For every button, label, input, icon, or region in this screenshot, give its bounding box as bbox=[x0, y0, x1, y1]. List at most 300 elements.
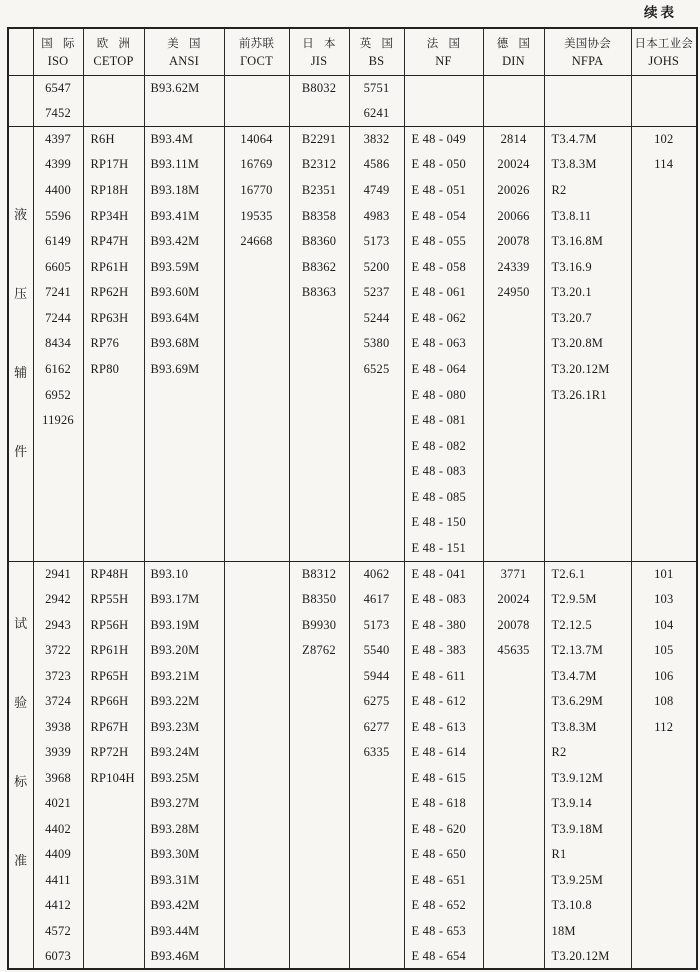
cell bbox=[289, 816, 349, 842]
cell: 4586 bbox=[349, 152, 404, 178]
cell bbox=[289, 485, 349, 511]
cell bbox=[83, 76, 144, 102]
cell bbox=[544, 510, 631, 536]
cell bbox=[349, 867, 404, 893]
table-row bbox=[8, 944, 697, 970]
cell bbox=[483, 357, 544, 383]
cell bbox=[483, 459, 544, 485]
cell: 108 bbox=[631, 689, 697, 715]
cell: B93.46M bbox=[144, 944, 224, 970]
table-row bbox=[8, 842, 697, 868]
table-row bbox=[8, 663, 697, 689]
cell: 6149 bbox=[33, 229, 83, 255]
column-header-zh: 法 国 bbox=[426, 38, 461, 50]
cell bbox=[631, 306, 697, 332]
cell bbox=[83, 536, 144, 562]
cell: 3722 bbox=[33, 638, 83, 664]
cell bbox=[483, 816, 544, 842]
table-row bbox=[8, 178, 697, 204]
cell bbox=[289, 536, 349, 562]
cell: B93.20M bbox=[144, 638, 224, 664]
cell bbox=[631, 357, 697, 383]
cell: E 48 - 611 bbox=[404, 663, 483, 689]
cell: 20078 bbox=[483, 612, 544, 638]
table-row bbox=[8, 714, 697, 740]
cell: RP18H bbox=[83, 178, 144, 204]
cell: E 48 - 051 bbox=[404, 178, 483, 204]
cell: 6605 bbox=[33, 254, 83, 280]
cell bbox=[33, 459, 83, 485]
table-row bbox=[8, 306, 697, 332]
cell: B93.60M bbox=[144, 280, 224, 306]
cell: E 48 - 055 bbox=[404, 229, 483, 255]
cell bbox=[144, 459, 224, 485]
cell: T3.20.8M bbox=[544, 331, 631, 357]
cell: 4572 bbox=[33, 918, 83, 944]
cell: RP34H bbox=[83, 203, 144, 229]
cell: B93.42M bbox=[144, 893, 224, 919]
cell: T3.20.1 bbox=[544, 280, 631, 306]
table-row bbox=[8, 561, 697, 587]
cell bbox=[544, 76, 631, 102]
cell: B9930 bbox=[289, 612, 349, 638]
cell: 20024 bbox=[483, 587, 544, 613]
cell bbox=[544, 433, 631, 459]
cell bbox=[631, 867, 697, 893]
cell bbox=[144, 510, 224, 536]
section-label-char: 压 bbox=[14, 285, 28, 301]
cell: B93.28M bbox=[144, 816, 224, 842]
cell bbox=[224, 612, 289, 638]
cell: T3.20.12M bbox=[544, 944, 631, 970]
cell bbox=[483, 433, 544, 459]
cell bbox=[83, 816, 144, 842]
cell: T3.9.14 bbox=[544, 791, 631, 817]
cell bbox=[349, 791, 404, 817]
cell bbox=[224, 842, 289, 868]
cell bbox=[144, 485, 224, 511]
cell: 7452 bbox=[33, 101, 83, 127]
column-header-гост bbox=[224, 28, 289, 76]
cell bbox=[544, 459, 631, 485]
cell bbox=[289, 791, 349, 817]
cell: 3832 bbox=[349, 127, 404, 153]
cell: RP62H bbox=[83, 280, 144, 306]
cell: 3771 bbox=[483, 561, 544, 587]
cell bbox=[83, 918, 144, 944]
cell bbox=[33, 536, 83, 562]
cell: B93.31M bbox=[144, 867, 224, 893]
cell bbox=[349, 944, 404, 970]
cell bbox=[544, 536, 631, 562]
column-header-jis bbox=[289, 28, 349, 76]
cell bbox=[631, 382, 697, 408]
table-row bbox=[8, 612, 697, 638]
cell: 6277 bbox=[349, 714, 404, 740]
column-header-johs bbox=[631, 28, 697, 76]
column-header-nfpa bbox=[544, 28, 631, 76]
cell bbox=[224, 663, 289, 689]
cell: 114 bbox=[631, 152, 697, 178]
cell: E 48 - 613 bbox=[404, 714, 483, 740]
column-header-code: CETOP bbox=[93, 54, 134, 68]
cell: B93.11M bbox=[144, 152, 224, 178]
cell bbox=[289, 510, 349, 536]
cell bbox=[224, 587, 289, 613]
cell: R2 bbox=[544, 178, 631, 204]
cell bbox=[224, 740, 289, 766]
cell: E 48 - 082 bbox=[404, 433, 483, 459]
cell bbox=[289, 382, 349, 408]
cell bbox=[631, 944, 697, 970]
cell bbox=[349, 408, 404, 434]
table-row bbox=[8, 791, 697, 817]
cell: E 48 - 652 bbox=[404, 893, 483, 919]
cell bbox=[224, 254, 289, 280]
cell: E 48 - 150 bbox=[404, 510, 483, 536]
cell bbox=[349, 918, 404, 944]
cell: T3.10.8 bbox=[544, 893, 631, 919]
column-header-zh: 日 本 bbox=[302, 38, 336, 50]
cell bbox=[483, 408, 544, 434]
column-header-code: ANSI bbox=[169, 54, 199, 68]
cell bbox=[289, 893, 349, 919]
cell bbox=[483, 714, 544, 740]
cell bbox=[224, 280, 289, 306]
column-header-zh: 美 国 bbox=[167, 38, 201, 50]
column-header-din bbox=[483, 28, 544, 76]
section-label-char: 准 bbox=[14, 853, 28, 869]
cell: E 48 - 620 bbox=[404, 816, 483, 842]
cell bbox=[33, 485, 83, 511]
cell bbox=[224, 816, 289, 842]
cell bbox=[224, 459, 289, 485]
cell bbox=[289, 306, 349, 332]
cell bbox=[631, 331, 697, 357]
cell: T2.13.7M bbox=[544, 638, 631, 664]
cell: B93.18M bbox=[144, 178, 224, 204]
section-label-char: 试 bbox=[14, 616, 28, 632]
cell: 20078 bbox=[483, 229, 544, 255]
section-label-char: 件 bbox=[14, 443, 28, 459]
column-header-code: BS bbox=[368, 54, 385, 68]
cell: E 48 - 650 bbox=[404, 842, 483, 868]
table-section-0 bbox=[8, 76, 697, 127]
cell bbox=[483, 867, 544, 893]
cell bbox=[289, 101, 349, 127]
table-row bbox=[8, 918, 697, 944]
column-header-code: NFPA bbox=[571, 54, 604, 68]
cell bbox=[224, 765, 289, 791]
cell bbox=[404, 76, 483, 102]
cell: T3.6.29M bbox=[544, 689, 631, 715]
cell bbox=[349, 765, 404, 791]
cell: B93.24M bbox=[144, 740, 224, 766]
table-row bbox=[8, 536, 697, 562]
cell: B8360 bbox=[289, 229, 349, 255]
cell bbox=[289, 433, 349, 459]
cell: RP65H bbox=[83, 663, 144, 689]
cell: 18M bbox=[544, 918, 631, 944]
cell: T3.8.11 bbox=[544, 203, 631, 229]
cell: 6162 bbox=[33, 357, 83, 383]
cell: T3.16.8M bbox=[544, 229, 631, 255]
cell bbox=[349, 842, 404, 868]
cell: 103 bbox=[631, 587, 697, 613]
cell: 105 bbox=[631, 638, 697, 664]
cell: B93.19M bbox=[144, 612, 224, 638]
cell bbox=[483, 382, 544, 408]
cell: RP63H bbox=[83, 306, 144, 332]
cell: 24950 bbox=[483, 280, 544, 306]
cell bbox=[483, 689, 544, 715]
cell bbox=[631, 485, 697, 511]
cell bbox=[483, 944, 544, 970]
cell: 7241 bbox=[33, 280, 83, 306]
cell: 20026 bbox=[483, 178, 544, 204]
table-row bbox=[8, 357, 697, 383]
column-header-ansi bbox=[144, 28, 224, 76]
cell: B93.10 bbox=[144, 561, 224, 587]
section-label bbox=[8, 561, 33, 969]
cell: RP55H bbox=[83, 587, 144, 613]
cell bbox=[483, 101, 544, 127]
cell bbox=[631, 433, 697, 459]
cell: E 48 - 064 bbox=[404, 357, 483, 383]
cell bbox=[144, 101, 224, 127]
cell: RP17H bbox=[83, 152, 144, 178]
cell bbox=[483, 765, 544, 791]
cell bbox=[544, 485, 631, 511]
cell: 4402 bbox=[33, 816, 83, 842]
cell: 6952 bbox=[33, 382, 83, 408]
cell: 6241 bbox=[349, 101, 404, 127]
cell: B8350 bbox=[289, 587, 349, 613]
cell bbox=[224, 536, 289, 562]
cell: 4983 bbox=[349, 203, 404, 229]
cell bbox=[224, 867, 289, 893]
cell: 5200 bbox=[349, 254, 404, 280]
cell: 2942 bbox=[33, 587, 83, 613]
cell: 4409 bbox=[33, 842, 83, 868]
cell: B8312 bbox=[289, 561, 349, 587]
cell: T3.20.7 bbox=[544, 306, 631, 332]
header-row bbox=[8, 28, 697, 76]
table-row bbox=[8, 408, 697, 434]
cell: B2291 bbox=[289, 127, 349, 153]
cell: E 48 - 041 bbox=[404, 561, 483, 587]
cell: B93.27M bbox=[144, 791, 224, 817]
cell: 6073 bbox=[33, 944, 83, 970]
cell: T3.9.25M bbox=[544, 867, 631, 893]
cell: 16770 bbox=[224, 178, 289, 204]
cell: E 48 - 151 bbox=[404, 536, 483, 562]
column-header-zh: 日本工业会 bbox=[634, 38, 693, 50]
cell bbox=[349, 816, 404, 842]
column-header-nf bbox=[404, 28, 483, 76]
table-row bbox=[8, 740, 697, 766]
cell: E 48 - 380 bbox=[404, 612, 483, 638]
cell: RP47H bbox=[83, 229, 144, 255]
cell: 5173 bbox=[349, 612, 404, 638]
cell bbox=[289, 459, 349, 485]
table-row bbox=[8, 101, 697, 127]
cell: 11926 bbox=[33, 408, 83, 434]
cell: 4397 bbox=[33, 127, 83, 153]
cell: 4412 bbox=[33, 893, 83, 919]
cell bbox=[631, 816, 697, 842]
cell: 6525 bbox=[349, 357, 404, 383]
cell bbox=[289, 765, 349, 791]
cell: E 48 - 083 bbox=[404, 587, 483, 613]
column-header-code: ГОСТ bbox=[240, 54, 273, 68]
column-header-zh: 德 国 bbox=[496, 38, 531, 50]
cell: RP80 bbox=[83, 357, 144, 383]
section-label bbox=[8, 127, 33, 562]
cell: T3.26.1R1 bbox=[544, 382, 631, 408]
cell: B93.41M bbox=[144, 203, 224, 229]
cell: T3.16.9 bbox=[544, 254, 631, 280]
cell: 2814 bbox=[483, 127, 544, 153]
cell: B93.69M bbox=[144, 357, 224, 383]
cell bbox=[224, 791, 289, 817]
cell bbox=[224, 918, 289, 944]
cell: 20066 bbox=[483, 203, 544, 229]
cell bbox=[224, 382, 289, 408]
cell: T2.12.5 bbox=[544, 612, 631, 638]
cell: E 48 - 050 bbox=[404, 152, 483, 178]
cell bbox=[631, 280, 697, 306]
cell: E 48 - 063 bbox=[404, 331, 483, 357]
cell bbox=[631, 76, 697, 102]
cell: B93.59M bbox=[144, 254, 224, 280]
cell bbox=[83, 382, 144, 408]
cell bbox=[83, 944, 144, 970]
cell: 20024 bbox=[483, 152, 544, 178]
table-section-1 bbox=[8, 127, 697, 562]
cell: B93.22M bbox=[144, 689, 224, 715]
column-header-code: JOHS bbox=[648, 54, 680, 68]
cell bbox=[224, 893, 289, 919]
cell: 4617 bbox=[349, 587, 404, 613]
cell bbox=[483, 842, 544, 868]
cell: B8363 bbox=[289, 280, 349, 306]
table-row bbox=[8, 893, 697, 919]
cell bbox=[83, 408, 144, 434]
cell: B93.62M bbox=[144, 76, 224, 102]
cell: 19535 bbox=[224, 203, 289, 229]
cell: 112 bbox=[631, 714, 697, 740]
cell bbox=[631, 765, 697, 791]
cell bbox=[631, 229, 697, 255]
section-label-char: 验 bbox=[14, 695, 28, 711]
cell bbox=[483, 331, 544, 357]
cell: 4021 bbox=[33, 791, 83, 817]
section-label-char: 辅 bbox=[14, 364, 28, 380]
cell bbox=[289, 357, 349, 383]
cell: E 48 - 653 bbox=[404, 918, 483, 944]
cell: RP56H bbox=[83, 612, 144, 638]
cell: B93.25M bbox=[144, 765, 224, 791]
cell bbox=[33, 510, 83, 536]
cell: 45635 bbox=[483, 638, 544, 664]
table-row bbox=[8, 203, 697, 229]
cell bbox=[483, 510, 544, 536]
cell bbox=[483, 76, 544, 102]
cell: 4400 bbox=[33, 178, 83, 204]
cell: E 48 - 080 bbox=[404, 382, 483, 408]
cell bbox=[631, 203, 697, 229]
cell bbox=[631, 536, 697, 562]
table-row bbox=[8, 229, 697, 255]
cell: 102 bbox=[631, 127, 697, 153]
cell bbox=[224, 408, 289, 434]
cell: RP61H bbox=[83, 254, 144, 280]
column-header-code: DIN bbox=[502, 54, 525, 68]
cell: E 48 - 081 bbox=[404, 408, 483, 434]
cell bbox=[83, 485, 144, 511]
cell bbox=[483, 740, 544, 766]
cell bbox=[631, 408, 697, 434]
table-row bbox=[8, 254, 697, 280]
corner-cell bbox=[8, 28, 33, 76]
cell bbox=[631, 254, 697, 280]
cell: RP104H bbox=[83, 765, 144, 791]
column-header-bs bbox=[349, 28, 404, 76]
cell: RP72H bbox=[83, 740, 144, 766]
cell: RP61H bbox=[83, 638, 144, 664]
cell: T3.4.7M bbox=[544, 663, 631, 689]
cell bbox=[289, 408, 349, 434]
cell: 4399 bbox=[33, 152, 83, 178]
cell bbox=[224, 76, 289, 102]
cell bbox=[349, 536, 404, 562]
cell: E 48 - 383 bbox=[404, 638, 483, 664]
cell bbox=[144, 536, 224, 562]
table-section-2 bbox=[8, 561, 697, 969]
cell: T3.20.12M bbox=[544, 357, 631, 383]
cell: 8434 bbox=[33, 331, 83, 357]
section-label-text bbox=[9, 613, 33, 869]
cell bbox=[289, 740, 349, 766]
cell: 3938 bbox=[33, 714, 83, 740]
cell bbox=[289, 689, 349, 715]
cell bbox=[224, 638, 289, 664]
table-row bbox=[8, 867, 697, 893]
cell: 6275 bbox=[349, 689, 404, 715]
cell: 16769 bbox=[224, 152, 289, 178]
cell: T2.6.1 bbox=[544, 561, 631, 587]
cell bbox=[83, 433, 144, 459]
table-row bbox=[8, 459, 697, 485]
cell: E 48 - 085 bbox=[404, 485, 483, 511]
cell: B8362 bbox=[289, 254, 349, 280]
cell: 3723 bbox=[33, 663, 83, 689]
cell: E 48 - 061 bbox=[404, 280, 483, 306]
column-header-code: ISO bbox=[47, 54, 69, 68]
cell bbox=[631, 178, 697, 204]
cell: 5380 bbox=[349, 331, 404, 357]
cell bbox=[483, 306, 544, 332]
cell: E 48 - 062 bbox=[404, 306, 483, 332]
cell bbox=[631, 510, 697, 536]
cell: 24339 bbox=[483, 254, 544, 280]
cell bbox=[224, 561, 289, 587]
cell: T3.8.3M bbox=[544, 714, 631, 740]
cell: B93.44M bbox=[144, 918, 224, 944]
cell: B93.30M bbox=[144, 842, 224, 868]
cell: E 48 - 618 bbox=[404, 791, 483, 817]
